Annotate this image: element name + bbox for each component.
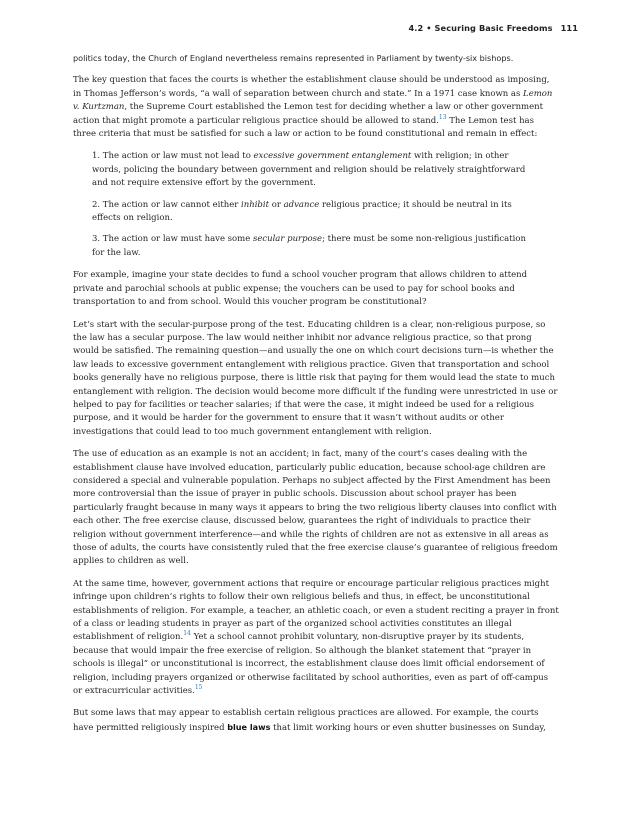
case-name: Lemon v. Kurtzman xyxy=(73,88,553,113)
key-term-blue-laws[interactable]: blue laws xyxy=(227,721,271,732)
text-run: religious practice; it should be neutral in its effects on religion. xyxy=(92,199,512,224)
emphasis: inhibit xyxy=(241,199,270,210)
paragraph-lemon-intro xyxy=(73,74,559,141)
emphasis: excessive government entanglement xyxy=(253,151,412,162)
text-run: 3. The action or law must have some xyxy=(92,234,253,245)
list-item xyxy=(92,199,559,226)
footnote-ref-14[interactable]: 14 xyxy=(183,630,191,638)
text-run: with religion; in other words, policing the boundary between government and religion should be relatively straightforward and not require extensive effort by the government. xyxy=(92,151,526,189)
page-number: 111 xyxy=(560,23,578,33)
text-run: The Lemon test has three criteria that must be satisfied for such a law or action to be found constitutional and remain in effect: xyxy=(73,115,538,140)
text-run: The key question that faces the courts is whether the establishment clause should be understood as imposing, in Thomas Jefferson’s words, “a wall of separation between church and state.” In a 1971 case known as xyxy=(73,75,550,99)
page-body xyxy=(73,52,559,744)
footnote-ref-15[interactable]: 15 xyxy=(194,684,203,692)
paragraph-blue-laws xyxy=(73,707,559,735)
text-run: 1. The action or law must not lead to xyxy=(92,151,254,162)
emphasis: secular purpose xyxy=(252,234,323,245)
text-run: Yet a school cannot prohibit voluntary, non-disruptive prayer by its students, because that would impair the free exercise of religion. So although the blanket statement that “prayer in schools is illegal” or unconstitutional is incorrect, the establishment clause does limit official endorsement of religion, including prayers organized or otherwise facilitated by school authorities, even as part of off-campus or extracurricular activities. xyxy=(73,632,549,697)
paragraph-voucher-example: For example, imagine your state decides to fund a school voucher program that allows children to attend private and parochial schools at public expense; the vouchers can be used to pay for school books and transportation to and from school. Would this voucher program be constitutional? xyxy=(73,270,528,308)
text-run: or xyxy=(269,199,284,210)
list-item xyxy=(92,233,559,260)
text-run: At the same time, however, government actions that require or encourage particular religious practices might infringe upon children’s rights to follow their own religious beliefs and thus, in effect, be unconstitutional establishments of religion. For example, a teacher, an athletic coach, or even a student reciting a prayer in front of a class or leading students in prayer as part of the organized school activities constitutes an illegal establishment of religion. xyxy=(73,578,559,643)
footnote-ref-13[interactable]: 13 xyxy=(438,113,447,121)
list-item xyxy=(92,150,559,190)
text-run: that limit working hours or even shutter businesses on Sunday, xyxy=(270,722,546,733)
paragraph-school-prayer xyxy=(73,578,559,699)
text-run: 2. The action or law cannot either xyxy=(92,199,242,210)
lemon-criteria-list xyxy=(73,150,559,260)
paragraph-education: The use of education as an example is not an accident; in fact, many of the court’s cases dealing with the establishment clause have involved education, particularly public education, because school-age children are considered a special and vulnerable population. Perhaps no subject affected by the First Amendment has been more controversial than the issue of prayer in public schools. Discussion about school prayer has been particularly fraught because in many ways it appears to bring the two religious liberty clauses into conflict with each other. The free exercise clause, discussed below, guarantees the right of individuals to practice their religion without government interference—and while the rights of children are not as extensive in all areas as those of adults, the courts have consistently ruled that the free exercise clause’s guarantee of religious freedom applies to children as well. xyxy=(73,449,558,567)
section-title: 4.2 • Securing Basic Freedoms xyxy=(408,23,553,33)
lead-paragraph: politics today, the Church of England nevertheless remains represented in Parliament by twenty-six bishops. xyxy=(73,53,514,63)
paragraph-secular-purpose: Let’s start with the secular-purpose prong of the test. Educating children is a clear, non-religious purpose, so the law has a secular purpose. The law would neither inhibit nor advance religious practice, so that prong would be satisfied. The remaining question—and usually the one on which court decisions turn—is whether the law leads to excessive government entanglement with religious practice. Given that transportation and school books generally have no religious purpose, there is little risk that paying for them would lead the state to much entanglement with religion. The decision would become more difficult if the funding were unrestricted in use or helped to pay for facilities or teacher salaries; if that were the case, it might indeed be used for a religious purpose, and it would be harder for the government to ensure that it wasn’t without audits or other investigations that could lead to too much government entanglement with religion. xyxy=(73,319,558,437)
text-run: But some laws that may appear to establish certain religious practices are allowed. For example, the courts have permitted religiously inspired xyxy=(73,708,539,733)
text-run: , the Supreme Court established the Lemon test for deciding whether a law or other government action that might promote a particular religious practice should be allowed to stand. xyxy=(73,102,544,126)
text-run: ; there must be some non-religious justification for the law. xyxy=(92,234,526,258)
running-header xyxy=(409,23,579,33)
emphasis: advance xyxy=(283,199,320,210)
